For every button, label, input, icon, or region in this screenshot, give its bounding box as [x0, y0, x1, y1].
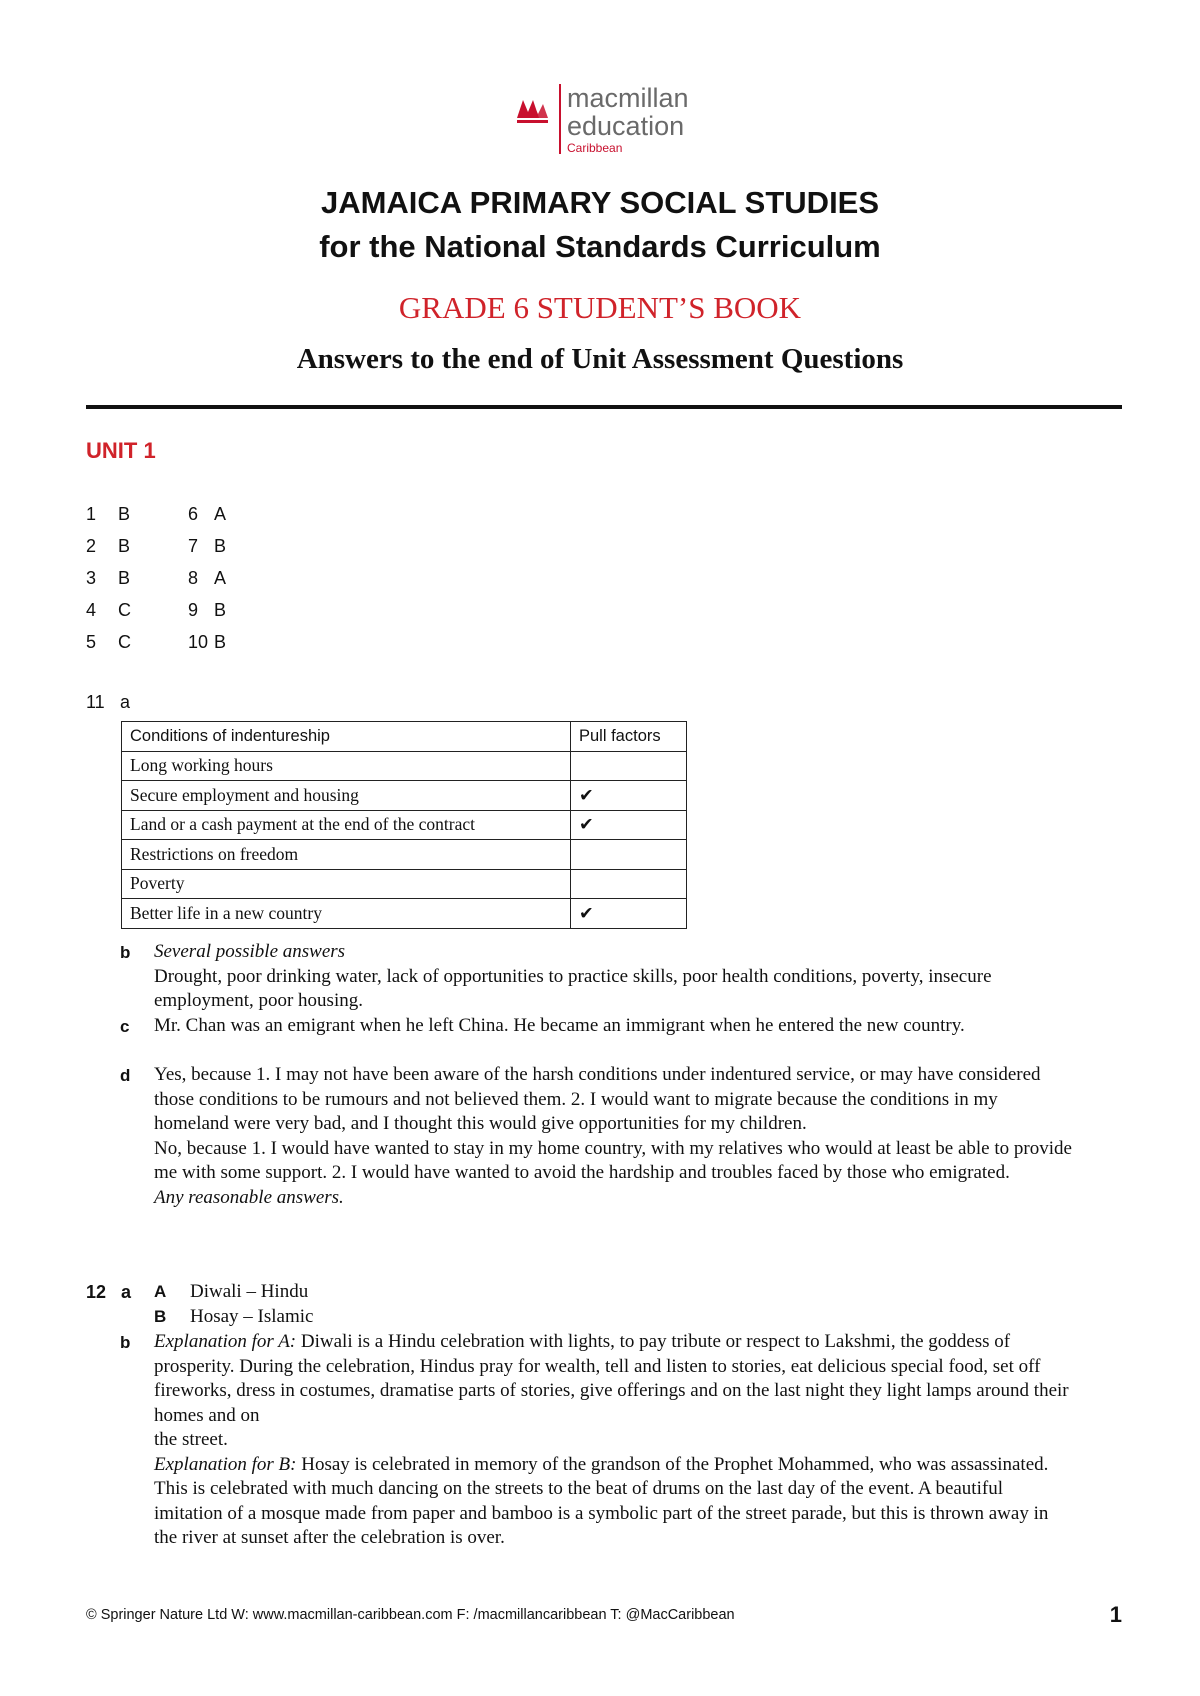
- table-cell: [571, 840, 687, 870]
- q-answer: B: [118, 567, 131, 588]
- q-answer: A: [214, 567, 227, 588]
- list-item: [154, 1305, 654, 1330]
- answer-paragraph-a: [154, 1330, 1074, 1428]
- macmillan-logo-icon: [515, 92, 549, 126]
- item-text: Diwali – Hindu: [190, 1281, 309, 1302]
- answer-intro: Explanation for A:: [154, 1331, 297, 1352]
- table-row: [122, 751, 687, 781]
- table-cell: ✔: [571, 810, 687, 840]
- item-label: B: [154, 1306, 167, 1326]
- indentureship-table: [121, 721, 687, 929]
- table-cell: Better life in a new country: [122, 899, 571, 929]
- item-text: Hosay – Islamic: [190, 1305, 314, 1327]
- q12-part-a-label: a: [121, 1282, 132, 1302]
- q11-part-a-label: a: [120, 692, 131, 712]
- answer-body: Drought, poor drinking water, lack of opportunities to practice skills, poor health conditions, poverty, insecure employment, poor housing.: [154, 965, 992, 1011]
- q11-number: 11: [86, 692, 105, 712]
- q12-number: 12: [86, 1282, 107, 1302]
- table-cell: [571, 869, 687, 899]
- table-cell: Long working hours: [122, 751, 571, 781]
- q-number: 4: [86, 599, 97, 620]
- item-label: A: [154, 1282, 167, 1301]
- q-answer: C: [118, 599, 131, 620]
- page-number: 1: [1109, 1602, 1122, 1627]
- answer-body: Hosay is celebrated in memory of the grandson of the Prophet Mohammed, who was assassinated. This is celebrated with much dancing on the streets to the beat of drums on the last day of the event. A beautiful imitation of a mosque made from paper and bamboo is a symbolic part of the street parade, but this is thrown away in the river at sunset after the celebration is over.: [154, 1453, 1049, 1548]
- table-cell: Land or a cash payment at the end of the contract: [122, 810, 571, 840]
- mc-answers: [86, 498, 244, 658]
- answer-body: Mr. Chan was an emigrant when he left China. He became an immigrant when he entered the new country.: [154, 1015, 965, 1036]
- q-number: 7: [188, 535, 199, 556]
- table-row: [122, 840, 687, 870]
- answer-text: [154, 940, 1074, 1014]
- q-answer: B: [118, 535, 131, 556]
- table-header-row: [122, 722, 687, 752]
- q-number: 2: [86, 535, 97, 556]
- logo-line-1: macmillan: [567, 83, 689, 113]
- q-number: 6: [188, 503, 199, 524]
- part-label: d: [120, 1066, 131, 1085]
- part-label: c: [120, 1017, 130, 1036]
- mc-row: [86, 498, 244, 530]
- document-title: JAMAICA PRIMARY SOCIAL STUDIES: [320, 185, 880, 220]
- answer-intro: Explanation for B:: [154, 1453, 297, 1475]
- mc-row: [86, 530, 244, 562]
- q-answer: B: [118, 503, 131, 524]
- logo-divider: [559, 84, 561, 154]
- q-number: 1: [86, 503, 97, 524]
- table-header: Conditions of indentureship: [122, 722, 571, 752]
- q-number: 9: [188, 599, 199, 620]
- q-answer: B: [214, 631, 227, 652]
- part-label: b: [120, 1333, 131, 1352]
- table-cell: Restrictions on freedom: [122, 840, 571, 870]
- q11-heading: [86, 692, 130, 713]
- table-cell: [571, 751, 687, 781]
- answer-body: Yes, because 1. I may not have been aware of the harsh conditions under indentured service, or may have considered those conditions to be rumours and not believed them. 2. I would want to migrate because the conditions in my homeland were very bad, and I thought this would give opportunities for my children.: [154, 1064, 1041, 1134]
- answer-note: Any reasonable answers.: [154, 1186, 344, 1208]
- answer-body: Diwali is a Hindu celebration with lights, to pay tribute or respect to Lakshmi, the goddess of prosperity. During the celebration, Hindus pray for wealth, tell and listen to stories, eat delicious special food, set off fireworks, dress in costumes, dramatise parts of stories, give offerings and on the last night they light lamps around their homes and on: [154, 1331, 1069, 1426]
- answer-body: No, because 1. I would have wanted to stay in my home country, with my relatives who would at least be able to provide me with some support. 2. I would have wanted to avoid the hardship and troubles faced by those who emigrated.: [154, 1137, 1072, 1183]
- q-answer: B: [214, 535, 227, 556]
- answer-intro: Several possible answers: [154, 941, 346, 962]
- q-number: 5: [86, 631, 97, 652]
- table-cell: ✔: [571, 899, 687, 929]
- q-answer: A: [214, 503, 227, 524]
- answer-text: [154, 1330, 1074, 1551]
- q-answer: B: [214, 599, 227, 620]
- part-label: b: [120, 943, 131, 962]
- table-row: [122, 869, 687, 899]
- mc-row: [86, 626, 244, 658]
- section-title: Answers to the end of Unit Assessment Questions: [296, 343, 904, 375]
- q-number: 3: [86, 567, 97, 588]
- table-header: Pull factors: [571, 722, 687, 752]
- answer-paragraph-b: [154, 1453, 1074, 1551]
- grade-title: GRADE 6 STUDENT’S BOOK: [398, 290, 802, 325]
- unit-heading: UNIT 1: [86, 438, 156, 463]
- table-row: [122, 781, 687, 811]
- answer-body: the street.: [154, 1429, 228, 1450]
- publisher-logo: [515, 84, 689, 156]
- mc-row: [86, 562, 244, 594]
- q-number: 10: [188, 631, 209, 652]
- document-subtitle: for the National Standards Curriculum: [319, 229, 881, 264]
- table-cell: Poverty: [122, 869, 571, 899]
- table-row: [122, 899, 687, 929]
- table-row: [122, 810, 687, 840]
- title-divider: [86, 405, 1122, 409]
- logo-line-2: education: [567, 111, 685, 141]
- table-cell: ✔: [571, 781, 687, 811]
- logo-line-3: Caribbean: [567, 141, 623, 155]
- q-number: 8: [188, 567, 199, 588]
- answer-text: [154, 1063, 1074, 1210]
- logo-text: [567, 84, 689, 156]
- answer-list: [154, 1280, 654, 1329]
- table-cell: Secure employment and housing: [122, 781, 571, 811]
- mc-row: [86, 594, 244, 626]
- q-answer: C: [118, 631, 131, 652]
- footer-text: © Springer Nature Ltd W: www.macmillan-caribbean.com F: /macmillancaribbean T: @MacCaribbean: [86, 1607, 735, 1623]
- list-item: [154, 1280, 654, 1305]
